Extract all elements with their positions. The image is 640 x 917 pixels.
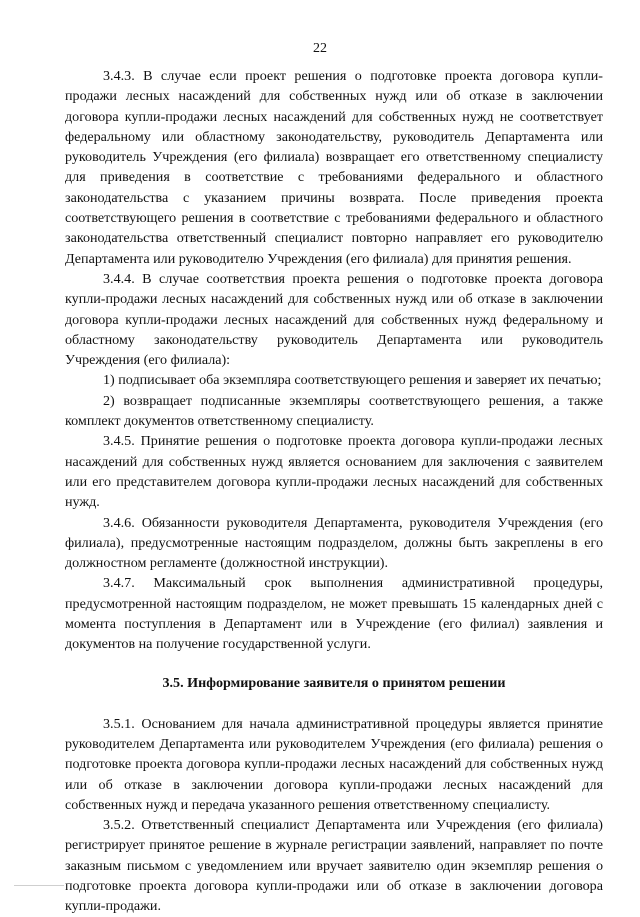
scan-footer-mark — [14, 885, 64, 886]
paragraph-3-4-4: 3.4.4. В случае соответствия проекта решения о подготовке проекта договора купли-продажи лесных насаждений для собственных нужд или об отказе в заключении договора купли-продажи лесных насаждений для собственных нужд федеральному и областному законодательству руководитель Департамента или руководитель Учреждения (его филиала): — [65, 270, 603, 369]
paragraph-3-5-2: 3.5.2. Ответственный специалист Департамента или Учреждения (его филиала) регистрирует принятое решение в журнале регистрации заявлений, направляет по почте заказным письмом с уведомлением или вручает заявителю один экземпляр решения о подготовке проекта договора купли-продажи или об отказе в заключении договора купли-продажи. — [65, 817, 603, 915]
list-item-2: 2) возвращает подписанные экземпляры соответствующего решения, а также комплект документов ответственному специалисту. — [65, 392, 603, 430]
list-item-1: 1) подписывает оба экземпляра соответствующего решения и заверяет их печатью; — [103, 372, 602, 389]
paragraph-3-5-1: 3.5.1. Основанием для начала административной процедуры является принятие руководителем Департамента или руководителем Учреждения (его филиала) решения о подготовке проекта договора купли-продажи лесных насаждений для собственных нужд или об отказе в заключении договора купли-продажи лесных насаждений для собственных нужд и передача указанного решения ответственному специалисту. — [65, 715, 603, 813]
document-body — [65, 66, 603, 917]
paragraph-3-4-6: 3.4.6. Обязанности руководителя Департамента, руководителя Учреждения (его филиала), предусмотренные настоящим подразделом, должны быть закреплены в его должностном регламенте (должностной инструкции). — [65, 514, 603, 572]
paragraph-3-4-3: 3.4.3. В случае если проект решения о подготовке проекта договора купли-продажи лесных насаждений для собственных нужд или об отказе в заключении договора купли-продажи лесных насаждений для собственных нужд не соответствует федеральному или областному законодательству, руководитель Департамента или руководитель Учреждения (его филиала) возвращает его ответственному специалисту для приведения в соответствие с требованиями федерального и областного законодательства с указанием причины возврата. После приведения проекта соответствующего решения в соответствие с требованиями федерального и областного законодательства ответственный специалист повторно направляет его руководителю Департамента или руководителю Учреждения (его филиала) для принятия решения. — [65, 68, 603, 267]
paragraph-3-4-7: 3.4.7. Максимальный срок выполнения административной процедуры, предусмотренной настоящим подразделом, не может превышать 15 календарных дней с момента поступления в Департамент или в Учреждение (его филиал) заявления и документов на получение государственной услуги. — [65, 575, 603, 653]
paragraph-3-4-5: 3.4.5. Принятие решения о подготовке проекта договора купли-продажи лесных насаждений для собственных нужд является основанием для заключения с заявителем или его представителем договора купли-продажи лесных насаждений для собственных нужд. — [65, 433, 603, 511]
section-heading: 3.5. Информирование заявителя о принятом решении — [162, 674, 506, 691]
page-number: 22 — [313, 41, 327, 56]
